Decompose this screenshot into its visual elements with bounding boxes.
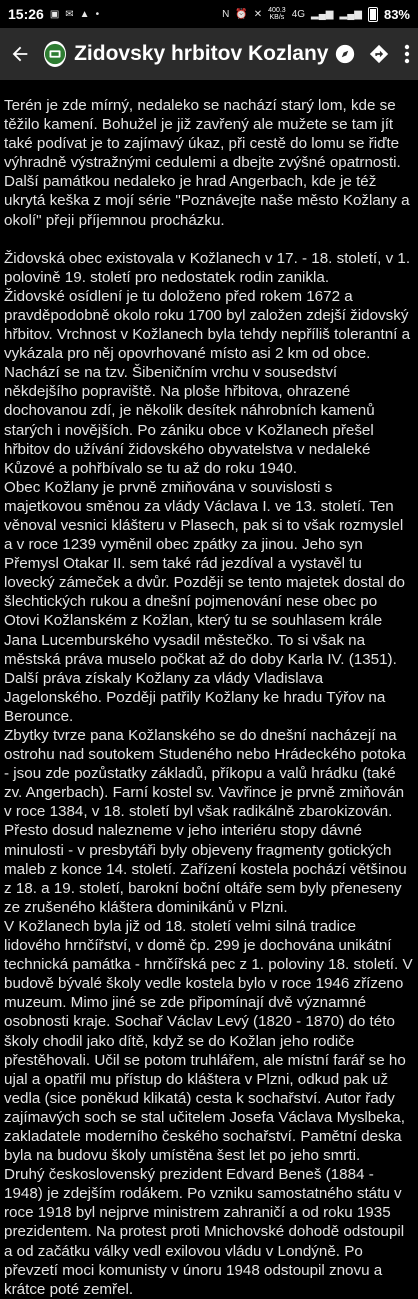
data-rate: 400.3 KB/s [268,7,286,21]
clock: 15:26 [8,6,44,22]
history-text: Židovská obec existovala v Kožlanech v 17. - 18. století, v 1. polovině 19. století pro nedostatek rodin zanikla. Židovské osídlení je tu doloženo před rokem 1672 a pravděpodobně okolo roku 1700 byl založen zdejší židovský hřbitov. Vrchnost v Kožlanech byla tehdy nepříliš tolerantní a vykázala pro něj opovrhované místo asi 2 km od obce. Nachází se na tzv. Šibeničním vrchu v sousedství někdejšího popraviště. Na ploše hřbitova, ohrazené dochovanou zdí, je několik desítek náhrobních kamenů starých i novějších. Po zániku obce v Kožlanech přešel hřbitov do užívání židovského obyvatelstva v nedaleké Kůzové a pohřbívalo se tu až do roku 1940. Obec Kožlany je prvně zmiňována v souvislosti s majetkovou směnou za vlády Václava I. ve 13. století. Ten věnoval vesnici klášteru v Plasech, pak si to však rozmyslel a v roce 1239 vyměnil obec zpátky za jinou. Jeho syn Přemysl Otakar II. sem také rád jezdíval a vystavěl tu lovecký zámeček a dvůr. Později se tento majetek dostal do šlechtických rukou a dnešní pojmenování nese obec po Otovi Kožlanském z Kožlan, který tu se souhlasem krále Jana Lucemburského vysadil městečko. To si však na městská práva muselo počkat až do doby Karla IV. (1351). Další práva získaly Kožlany za vlády Vladislava Jagelonského. Později patřily Kožlany ke hradu Týřov na Berounce. Zbytky tvrze pana Kožlanského se do dnešní nacházejí na ostrohu nad soutokem Studeného nebo Hrádeckého potoka - jsou zde pozůstatky základů, příkopu a valů hrádku (také zv. Angerbach). Farní kostel sv. Vavřince je prvně zmiňován v roce 1384, v 18. století byl však radikálně zbarokizován. Přesto dosud nalezneme v jeho interiéru stopy dávné minulosti - v presbytáři byly objeveny fragmenty gotických maleb z konce 14. století. Zařízení kostela pochází většinou z 18. a 19. století, barokní boční oltáře sem byly přeneseny ze zrušeného kláštera dominikánů v Plzni. V Kožlanech byla již od 18. století velmi silná tradice lidového hrnčířství, v domě čp. 299 je dochována unikátní technická památka - hrnčířská pec z 1. poloviny 18. století. V budově bývalé školy vedle kostela bylo v roce 1946 zřízeno muzeum. Mimo jiné se zde připomínají dvě významné osobnosti kraje. Sochař Václav Levý (1820 - 1870) do této školy chodil jako dítě, když se do Kožlan jeho rodiče přestěhovali. Učil se potom truhlářem, ale místní farář se ho ujal a opatřil mu přístup do kláštera v Plzni, odkud pak už vedla (sice poněkud klikatá) cesta k sochařství. Autor řady zajímavých soch se stal učitelem Josefa Václava Myslbeka, zakladatele moderního českého sochařství. Pamětní deska byla na budovu školy umístěna šest let po jeho smrti. Druhý československý prezident Edvard Beneš (1884 - 1948) je zdejším rodákem. Po vzniku samostatného státu v roce 1918 byl nejprve ministrem zahraničí a od roku 1935 prezidentem. Na protest proti Mnichovské dohodě odstoupil a od začátku války vedl exilovou vládu v Londýně. Po převzetí moci komunisty v únoru 1948 odstoupil znovu a krátce poté zemřel. [4,249,413,1298]
alarm-icon: ⏰ [235,8,248,20]
mail-icon: ✉ [65,8,74,20]
compass-icon [334,43,356,65]
app-bar [0,28,418,80]
signal-icon-2: ▂▄▆ [339,8,362,20]
intro-paragraph: Terén je zde mírný, nedaleko se nachází starý lom, kde se těžilo kamení. Bohužel je již zavřený ale mužete se tam jít také podívat je to zajímavý úkaz, při cestě do lomu se řiďte výhradně výstražnými cedulemi a dbejte zvýšné opatrnosti. Další památkou nedaleko je hrad Angerbach, kde je též ukrytá keška z mojí série "Poznávejte naše město Kožlany a okolí" přeji příjemnou procházku. [4,97,410,229]
cache-description [4,96,414,1299]
back-button[interactable] [0,28,40,80]
app-logo-icon [44,41,66,67]
battery-icon [368,7,378,22]
page-title: Zidovsky hrbitov Kozlany [74,42,329,65]
compass-button[interactable] [329,28,363,80]
paragraph-gap [4,230,414,249]
status-bar [0,0,418,28]
network-type: 4G [291,8,306,20]
more-button[interactable] [396,28,418,80]
more-vert-icon [404,43,410,65]
battery-level: 83% [383,6,410,22]
signal-icon: ▂▄▆ [311,8,334,20]
navigate-icon [368,43,390,65]
dot-icon: • [95,8,100,20]
notification-icon: ▲ [79,8,90,20]
calendar-icon: ▣ [49,8,60,20]
back-arrow-icon [9,43,31,65]
mute-icon: ✕ [253,8,263,20]
navigate-button[interactable] [362,28,396,80]
nfc-icon: N [222,8,230,20]
